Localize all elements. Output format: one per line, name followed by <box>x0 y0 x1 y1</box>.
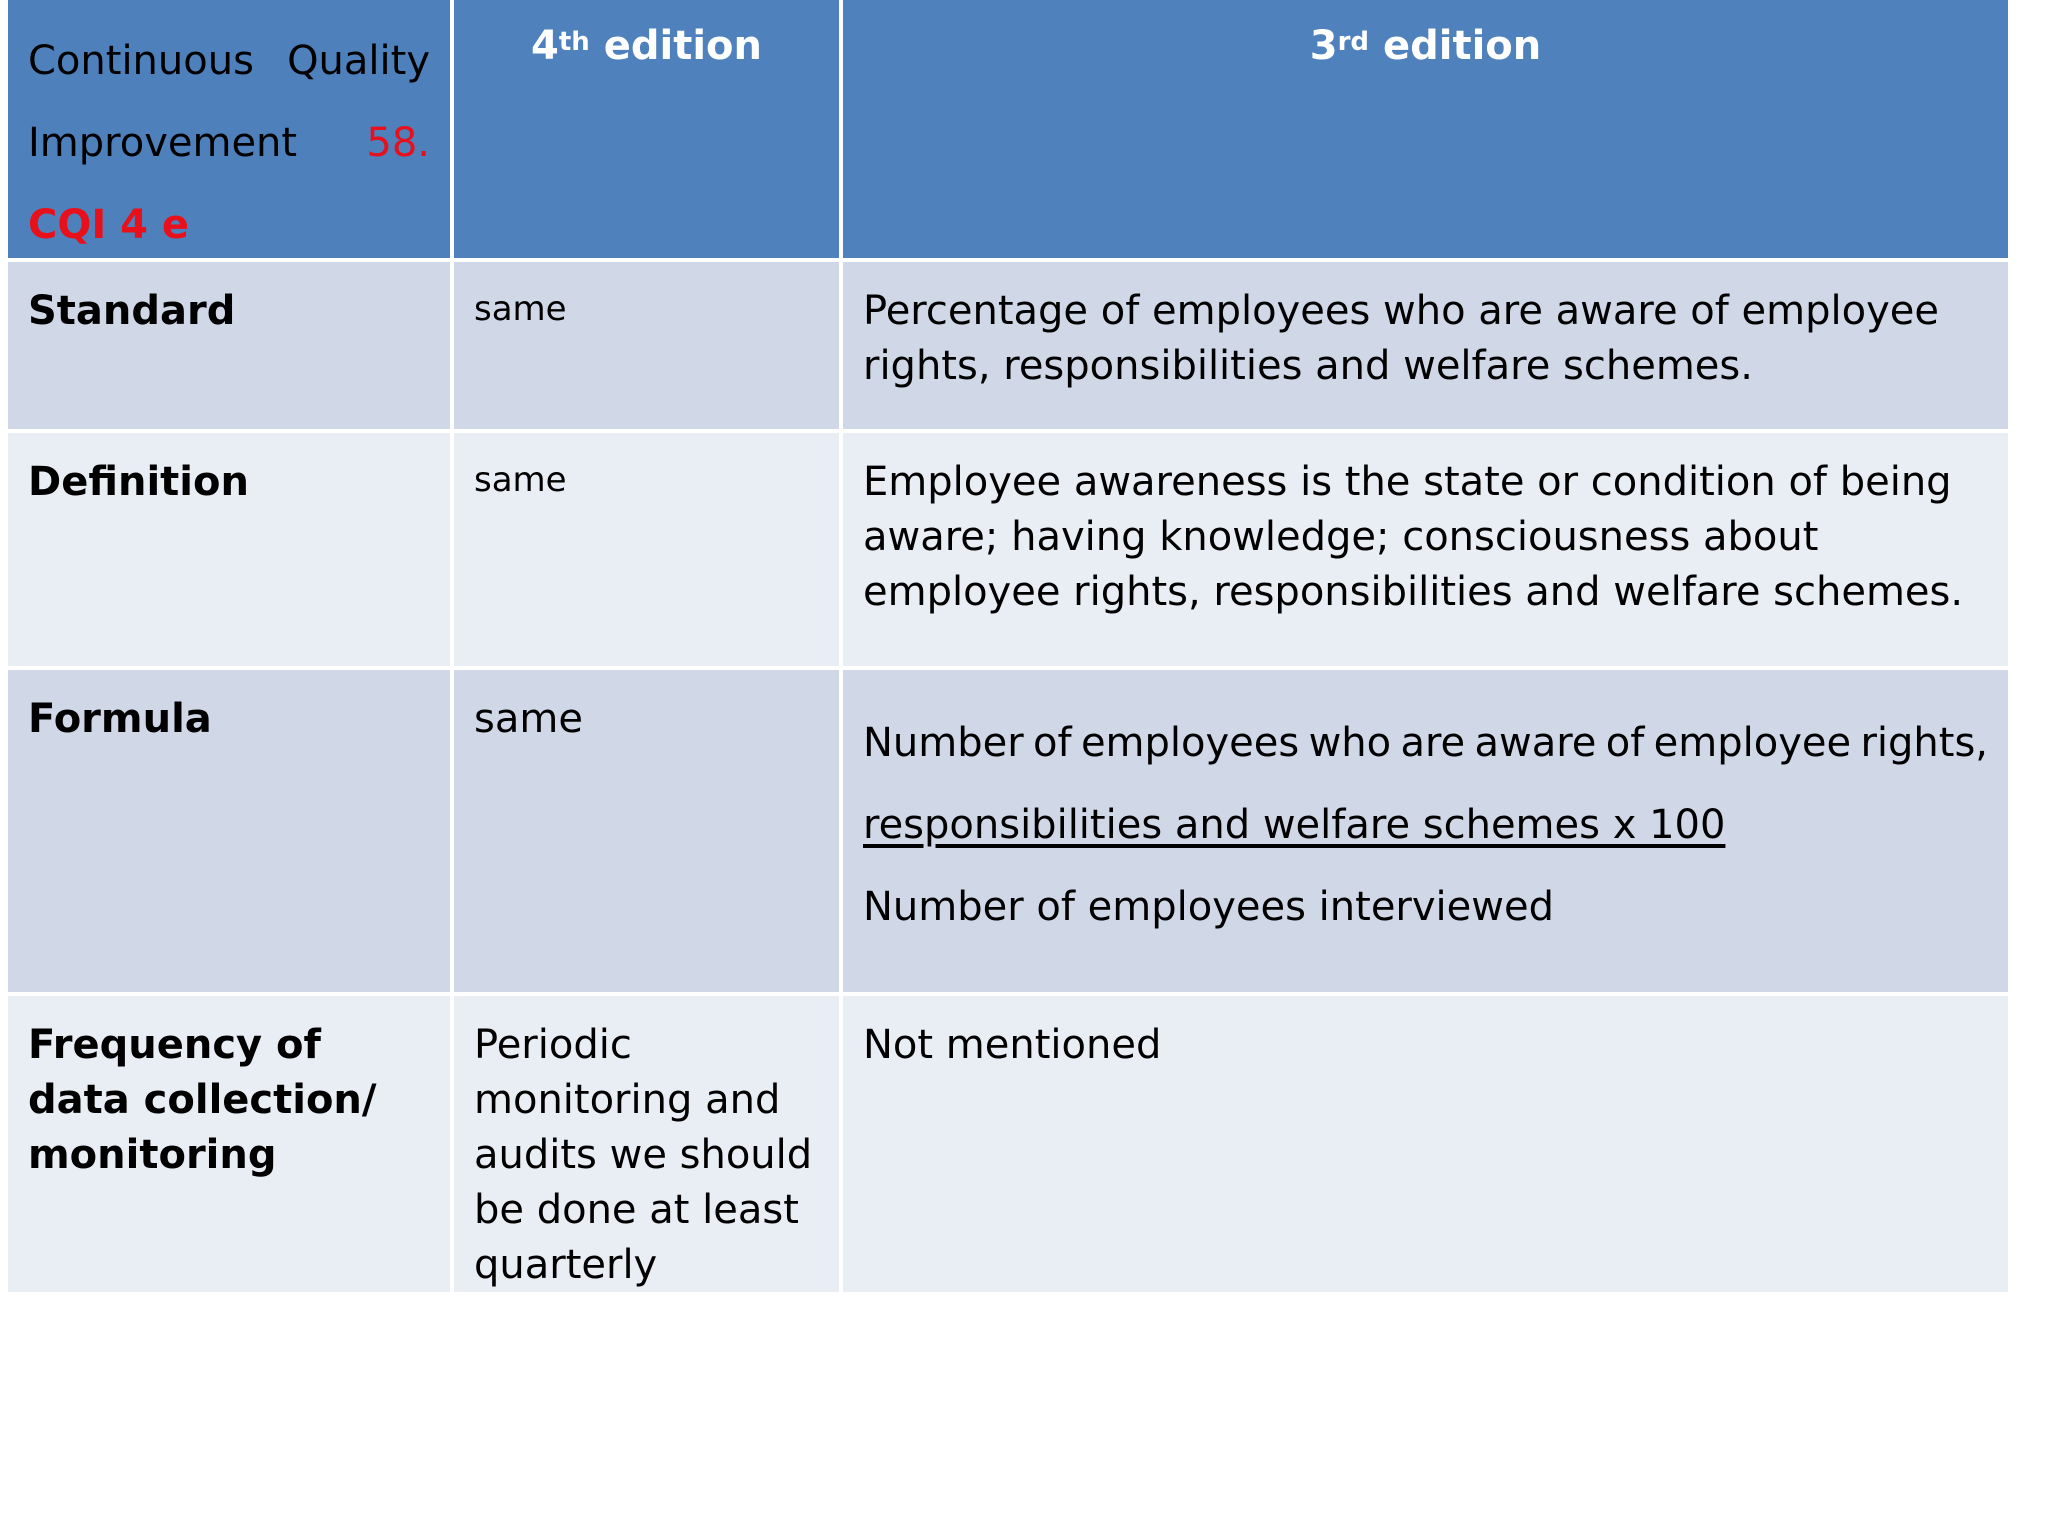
row-standard-fourth: same <box>474 289 567 329</box>
row-definition-third: Employee awareness is the state or condition of being aware; having knowledge; consciousness about employee rights, responsibilities and welfare schemes. <box>863 459 1964 615</box>
row-definition-label: Definition <box>28 459 249 505</box>
header-third-edition-cell <box>843 0 2008 258</box>
formula-word: Number <box>863 720 1024 766</box>
header-title-number: 58. <box>366 120 430 166</box>
row-formula-fourth-cell <box>454 670 839 992</box>
formula-numerator-line1 <box>863 684 1988 784</box>
third-edition-suffix: rd <box>1337 27 1370 57</box>
header-cqi-tag: CQI 4 e <box>28 202 190 248</box>
formula-word: rights, <box>1860 720 1988 766</box>
row-definition-label-cell <box>8 433 450 666</box>
fourth-edition-suffix: th <box>558 27 590 57</box>
row-definition-third-cell <box>843 433 2008 666</box>
cqi-comparison-table <box>8 0 2000 1292</box>
third-edition-word: edition <box>1382 23 1542 69</box>
row-standard-fourth-cell <box>454 262 839 429</box>
row-formula-label: Formula <box>28 696 212 742</box>
header-third-edition <box>863 14 1988 72</box>
header-title-line1 <box>28 20 430 102</box>
third-edition-number: 3 <box>1309 23 1338 69</box>
header-title-cell <box>8 0 450 258</box>
formula-word: employee <box>1653 720 1852 766</box>
header-title-word-continuous: Continuous <box>28 38 254 84</box>
row-frequency-label-cell <box>8 996 450 1292</box>
header-fourth-edition <box>474 14 819 72</box>
row-standard-label: Standard <box>28 288 236 334</box>
row-frequency-fourth-cell <box>454 996 839 1292</box>
row-formula-label-cell <box>8 670 450 992</box>
formula-word: are <box>1400 720 1466 766</box>
row-standard-third: Percentage of employees who are aware of employee rights, responsibilities and welfare schemes. <box>863 288 1939 389</box>
formula-word: of <box>1033 720 1072 766</box>
formula-word: of <box>1605 720 1645 766</box>
row-formula-third-cell <box>843 670 2008 992</box>
row-definition-fourth-cell <box>454 433 839 666</box>
header-title-word-improvement: Improvement <box>28 120 298 166</box>
row-frequency-label: Frequency of data collection/ monitoring <box>28 1022 377 1178</box>
row-definition-fourth: same <box>474 460 567 500</box>
row-standard-label-cell <box>8 262 450 429</box>
fourth-edition-number: 4 <box>531 23 559 69</box>
formula-word: aware <box>1474 720 1597 766</box>
header-title-word-quality: Quality <box>287 38 430 84</box>
row-frequency-third-cell <box>843 996 2008 1292</box>
row-standard-third-cell <box>843 262 2008 429</box>
header-fourth-edition-cell <box>454 0 839 258</box>
formula-numerator-line2 <box>863 784 1988 866</box>
row-formula-fourth: same <box>474 696 583 742</box>
row-frequency-third: Not mentioned <box>863 1022 1162 1068</box>
formula-word: who <box>1308 720 1392 766</box>
fourth-edition-word: edition <box>603 23 762 69</box>
formula-numerator-underlined: responsibilities and welfare schemes x 100 <box>863 802 1726 848</box>
row-frequency-fourth: Periodic monitoring and audits we should be done at least quarterly <box>474 1022 813 1288</box>
formula-word: employees <box>1080 720 1300 766</box>
formula-denominator: Number of employees interviewed <box>863 884 1554 930</box>
header-title-line2 <box>28 102 430 184</box>
